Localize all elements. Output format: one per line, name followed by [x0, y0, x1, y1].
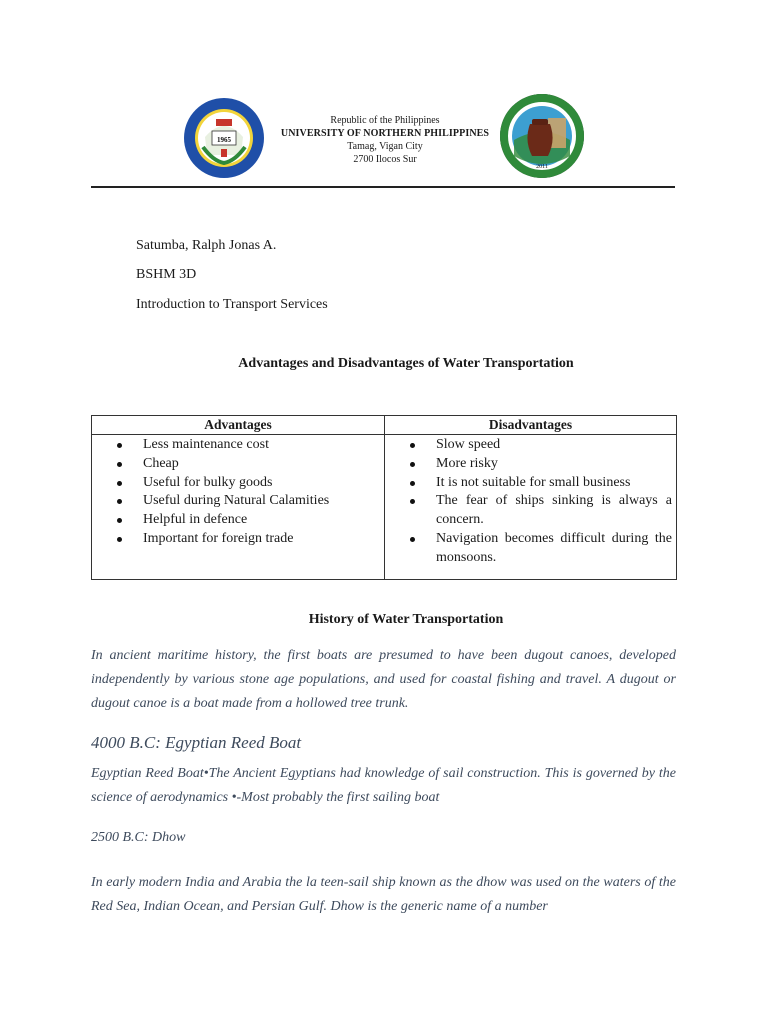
disadvantages-header: Disadvantages [488, 417, 573, 432]
letterhead [260, 114, 510, 166]
letterhead-zip: 2700 Ilocos Sur [353, 154, 417, 165]
list-item: The fear of ships sinking is always a concern. [405, 492, 672, 530]
list-item: More risky [405, 455, 672, 474]
list-item: Cheap [112, 455, 377, 474]
list-item: Slow speed [405, 436, 672, 455]
document-title: Advantages and Disadvantages of Water Transportation [238, 356, 574, 371]
letterhead-university: UNIVERSITY OF NORTHERN PHILIPPINES [280, 128, 490, 139]
advantages-list [112, 436, 377, 549]
university-seal-logo [183, 97, 265, 179]
letterhead-address: Tamag, Vigan City [347, 141, 423, 152]
student-name: Satumba, Ralph Jonas A. [136, 238, 277, 253]
table-column-divider [384, 416, 385, 579]
history-subheading-1: 4000 B.C: Egyptian Reed Boat [91, 733, 302, 752]
history-subheading-2: 2500 B.C: Dhow [91, 830, 186, 845]
seal-year-text: 1965 [217, 136, 231, 144]
disadvantages-list [405, 436, 672, 568]
history-title: History of Water Transportation [308, 612, 504, 627]
list-item: Less maintenance cost [112, 436, 377, 455]
course-title: Introduction to Transport Services [136, 297, 328, 312]
advantages-table [91, 415, 677, 580]
history-paragraph-3: In early modern India and Arabia the la teen-sail ship known as the dhow was used on the waters of the Red Sea, Indian Ocean, and Persian Gulf. Dhow is the generic name of a number [91, 875, 676, 914]
history-paragraph-2: Egyptian Reed Boat•The Ancient Egyptians had knowledge of sail construction. This is governed by the science of aerodynamics •-Most probably the first sailing boat [91, 766, 676, 805]
list-item: Helpful in defence [112, 511, 377, 530]
list-item: It is not suitable for small business [405, 474, 672, 493]
list-item: Important for foreign trade [112, 530, 377, 549]
college-seal-year-text: 2011 [536, 164, 548, 170]
header-divider [91, 186, 675, 188]
history-paragraph-1: In ancient maritime history, the first boats are presumed to have been dugout canoes, developed independently by various stone age populations, and used for coastal fishing and travel. A dugout or dugout canoe is a boat made from a hollowed tree trunk. [91, 648, 676, 711]
table-header-divider [92, 434, 676, 435]
list-item: Useful for bulky goods [112, 474, 377, 493]
letterhead-line1: Republic of the Philippines [330, 115, 440, 126]
advantages-header: Advantages [204, 417, 272, 432]
college-seal-logo [500, 94, 584, 178]
list-item: Useful during Natural Calamities [112, 492, 377, 511]
list-item: Navigation becomes difficult during the monsoons. [405, 530, 672, 568]
student-section: BSHM 3D [136, 267, 197, 282]
